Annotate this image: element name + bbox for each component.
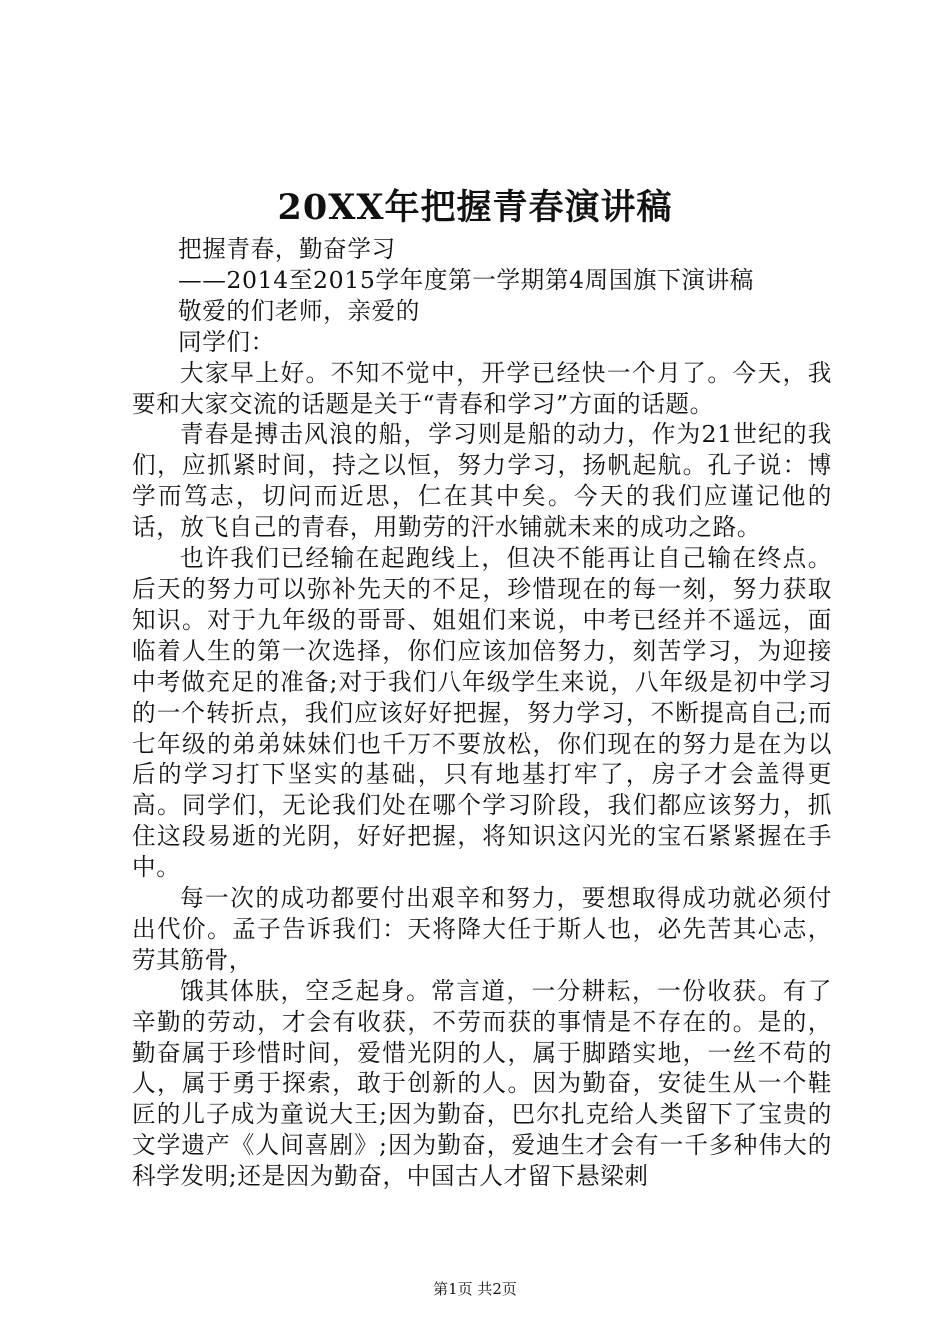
salutation-line-2: 同学们：: [178, 327, 275, 356]
subtitle-line: 把握青春，勤奋学习: [178, 235, 396, 263]
paragraph: 每一次的成功都要付出艰辛和努力，要想取得成功就必须付出代价。孟子告诉我们：天将降大任于斯人也，必先苦其心志，劳其筋骨，: [132, 884, 832, 974]
paragraph: 饿其体肤，空乏起身。常言道，一分耕耘，一份收获。有了辛勤的劳动，才会有收获，不劳而获的事情是不存在的。是的，勤奋属于珍惜时间，爱惜光阴的人，属于脚踏实地，一丝不苟的人，属于勇于探索，敢于创新的人。因为勤奋，安徒生从一个鞋匠的儿子成为童说大王;因为勤奋，巴尔扎克给人类留下了宝贵的文学遗产《人间喜剧》;因为勤奋，爱迪生才会有一千多种伟大的科学发明;还是因为勤奋，中国古人才留下悬梁刺: [132, 976, 832, 1191]
paragraph: 大家早上好。不知不觉中，开学已经快一个月了。今天，我要和大家交流的话题是关于“青春和学习”方面的话题。: [132, 358, 832, 418]
document-title: 20XX年把握青春演讲稿: [277, 187, 673, 228]
document-body: [132, 234, 832, 1192]
paragraph: 青春是搏击风浪的船，学习则是船的动力，作为21世纪的我们，应抓紧时间，持之以恒，努力学习，扬帆起航。孔子说：博学而笃志，切问而近思，仁在其中矣。今天的我们应谨记他的话，放飞自己的青春，用勤劳的汗水铺就未来的成功之路。: [132, 420, 832, 542]
paragraph: 也许我们已经输在起跑线上，但决不能再让自己输在终点。后天的努力可以弥补先天的不足，珍惜现在的每一刻，努力获取知识。对于九年级的哥哥、姐姐们来说，中考已经并不遥远，面临着人生的第一次选择，你们应该加倍努力，刻苦学习，为迎接中考做充足的准备;对于我们八年级学生来说，八年级是初中学习的一个转折点，我们应该好好把握，努力学习，不断提高自己;而七年级的弟弟妹妹们也千万不要放松，你们现在的努力是在为以后的学习打下坚实的基础，只有地基打牢了，房子才会盖得更高。同学们，无论我们处在哪个学习阶段，我们都应该努力，抓住这段易逝的光阴，好好把握，将知识这闪光的宝石紧紧握在手中。: [132, 544, 832, 882]
occasion-line: ——2014至2015学年度第一学期第4周国旗下演讲稿: [178, 265, 754, 294]
page-footer: 第1页 共2页: [433, 1280, 517, 1298]
salutation-line: 敬爱的们老师，亲爱的: [178, 296, 420, 325]
